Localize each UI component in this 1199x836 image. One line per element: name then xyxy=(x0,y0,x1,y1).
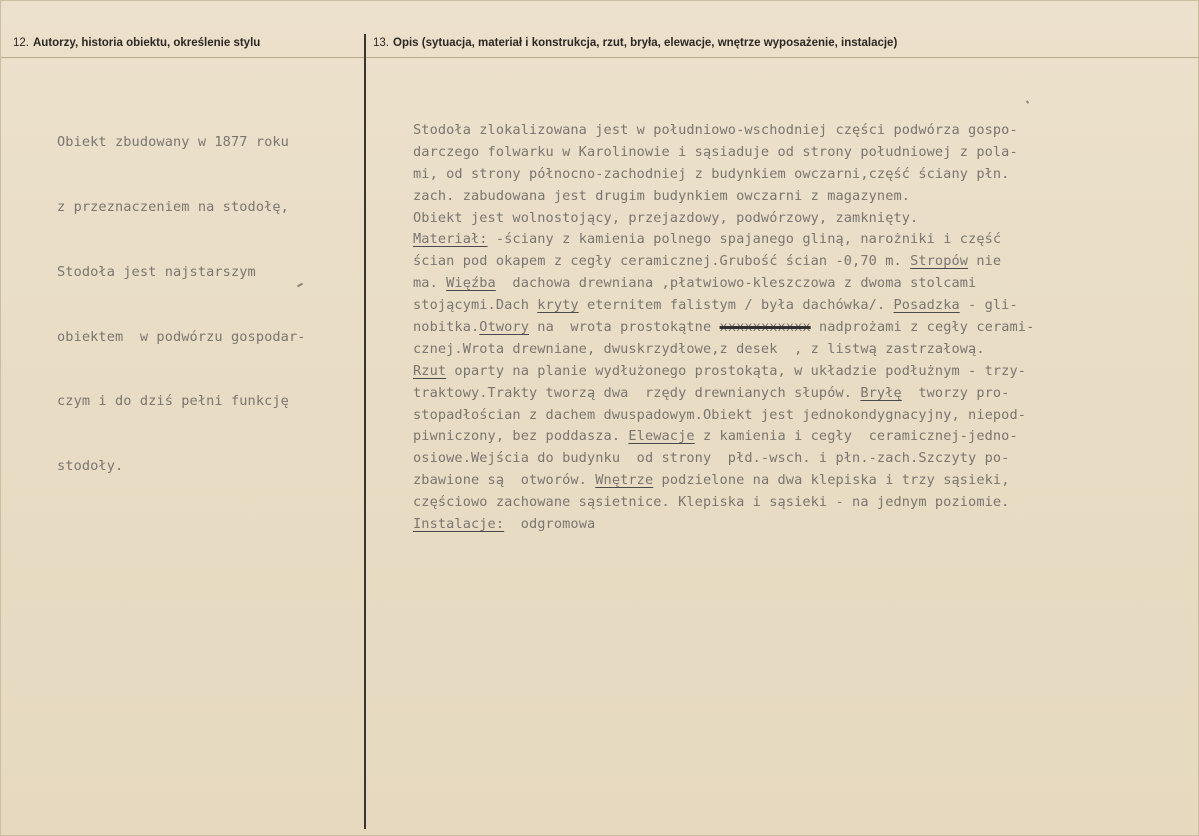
description-text-segment: stojącymi.Dach xyxy=(413,297,538,314)
description-line xyxy=(413,273,1034,295)
description-text-segment: zbawione są otworów. xyxy=(413,472,596,489)
description-text-segment: nobitka. xyxy=(413,319,480,336)
underlined-term: Materiał: xyxy=(413,231,488,248)
description-text-segment: z kamienia i cegły ceramicznej-jedno- xyxy=(694,428,1018,445)
underlined-term: Bryłę xyxy=(860,384,902,401)
header-rule xyxy=(1,57,1199,58)
section-13-title: Opis (sytuacja, materiał i konstrukcja, rzut, bryła, elewacje, wnętrze wyposażenie, instalacje) xyxy=(393,37,898,49)
description-line xyxy=(413,120,1034,142)
description-text-segment: traktowy.Trakty tworzą dwa rzędy drewnianych słupów. xyxy=(413,384,861,401)
description-text-segment: zach. zabudowana jest drugim budynkiem owczarni z magazynem. xyxy=(413,187,911,204)
section-13-number: 13. xyxy=(373,37,389,49)
description-text-segment: piwniczony, bez poddasza. xyxy=(413,428,629,445)
section-12-title: Autorzy, historia obiektu, określenie stylu xyxy=(33,37,261,49)
description-line xyxy=(413,383,1034,405)
description-line xyxy=(413,514,1034,536)
description-text-segment: -ściany z kamienia polnego spajanego gliną, narożniki i część xyxy=(487,231,1002,248)
description-text-segment: odgromowa xyxy=(504,516,596,533)
description-text-segment: na wrota prostokątne xyxy=(529,319,720,336)
description-text-segment: oparty na planie wydłużonego prostokąta, w układzie podłużnym - trzy- xyxy=(446,362,1027,379)
underlined-term: Wnętrze xyxy=(595,472,654,489)
history-text xyxy=(57,89,306,521)
underlined-term: Więźba xyxy=(446,275,496,292)
description-text-segment: darczego folwarku w Karolinowie i sąsiaduje od strony południowej z pola- xyxy=(413,143,1018,160)
description-text-segment: osiowe.Wejścia do budynku od strony płd.-wsch. i płn.-zach.Szczyty po- xyxy=(413,450,1010,467)
history-line: z przeznaczeniem na stodołę, xyxy=(57,198,289,215)
section-12-number: 12. xyxy=(13,37,29,49)
history-line: Obiekt zbudowany w 1877 roku xyxy=(57,134,289,151)
history-line: czym i do dziś pełni funkcję xyxy=(57,393,289,410)
description-line xyxy=(413,208,1034,230)
history-line: stodoły. xyxy=(57,458,124,475)
description-text-segment: cznej.Wrota drewniane, dwuskrzydłowe,z desek , z listwą zastrzałową. xyxy=(413,340,985,357)
description-text-segment: podzielone na dwa klepiska i trzy sąsieki, xyxy=(653,472,1010,489)
description-line xyxy=(413,492,1034,514)
description-text-segment: ma. xyxy=(413,275,447,292)
description-line xyxy=(413,470,1034,492)
description-line xyxy=(413,251,1034,273)
description-text xyxy=(413,120,1034,536)
history-line: obiektem w podwórzu gospodar- xyxy=(57,328,306,345)
underlined-term: Rzut xyxy=(413,362,447,379)
description-text-segment: - gli- xyxy=(959,297,1018,314)
description-line xyxy=(413,339,1034,361)
description-text-segment: częściowo zachowane sąsietnice. Klepiska i sąsieki - na jednym poziomie. xyxy=(413,494,1010,511)
underlined-term: Stropów xyxy=(910,253,969,270)
description-text-segment: nie xyxy=(968,253,1002,270)
description-line xyxy=(413,186,1034,208)
underlined-term: Otwory xyxy=(479,319,529,336)
description-line xyxy=(413,405,1034,427)
column-divider xyxy=(364,34,366,829)
description-text-segment: nadprożami z cegły cerami- xyxy=(810,319,1035,336)
section-13-heading xyxy=(373,37,897,49)
description-text-segment: tworzy pro- xyxy=(901,384,1010,401)
description-line xyxy=(413,142,1034,164)
description-text-segment: dachowa drewniana ,płatwiowo-kleszczowa z dwoma stolcami xyxy=(495,275,977,292)
struck-text: xxxxxxxxxxx xyxy=(719,319,811,336)
underlined-term: kryty xyxy=(537,297,579,314)
section-12-heading xyxy=(13,37,260,49)
description-text-segment: stopadłościan z dachem dwuspadowym.Obiekt jest jednokondygnacyjny, niepod- xyxy=(413,406,1027,423)
underlined-term: Instalacje: xyxy=(413,516,505,533)
description-text-segment: ścian pod okapem z cegły ceramicznej.Grubość ścian -0,70 m. xyxy=(413,253,911,270)
description-line xyxy=(413,317,1034,339)
history-line: Stodoła jest najstarszym xyxy=(57,263,256,280)
description-line xyxy=(413,448,1034,470)
underlined-term: Elewacje xyxy=(628,428,695,445)
description-text-segment: eternitem falistym / była dachówka/. xyxy=(578,297,894,314)
description-line xyxy=(413,229,1034,251)
description-line xyxy=(413,361,1034,383)
underlined-term: Posadzka xyxy=(893,297,960,314)
description-line xyxy=(413,164,1034,186)
description-line xyxy=(413,426,1034,448)
pencil-mark xyxy=(1026,100,1029,104)
description-text-segment: mi, od strony północno-zachodniej z budynkiem owczarni,część ściany płn. xyxy=(413,165,1010,182)
description-line xyxy=(413,295,1034,317)
description-text-segment: Stodoła zlokalizowana jest w południowo-wschodniej części podwórza gospo- xyxy=(413,122,1018,138)
description-text-segment: Obiekt jest wolnostojący, przejazdowy, podwórzowy, zamknięty. xyxy=(413,209,919,226)
